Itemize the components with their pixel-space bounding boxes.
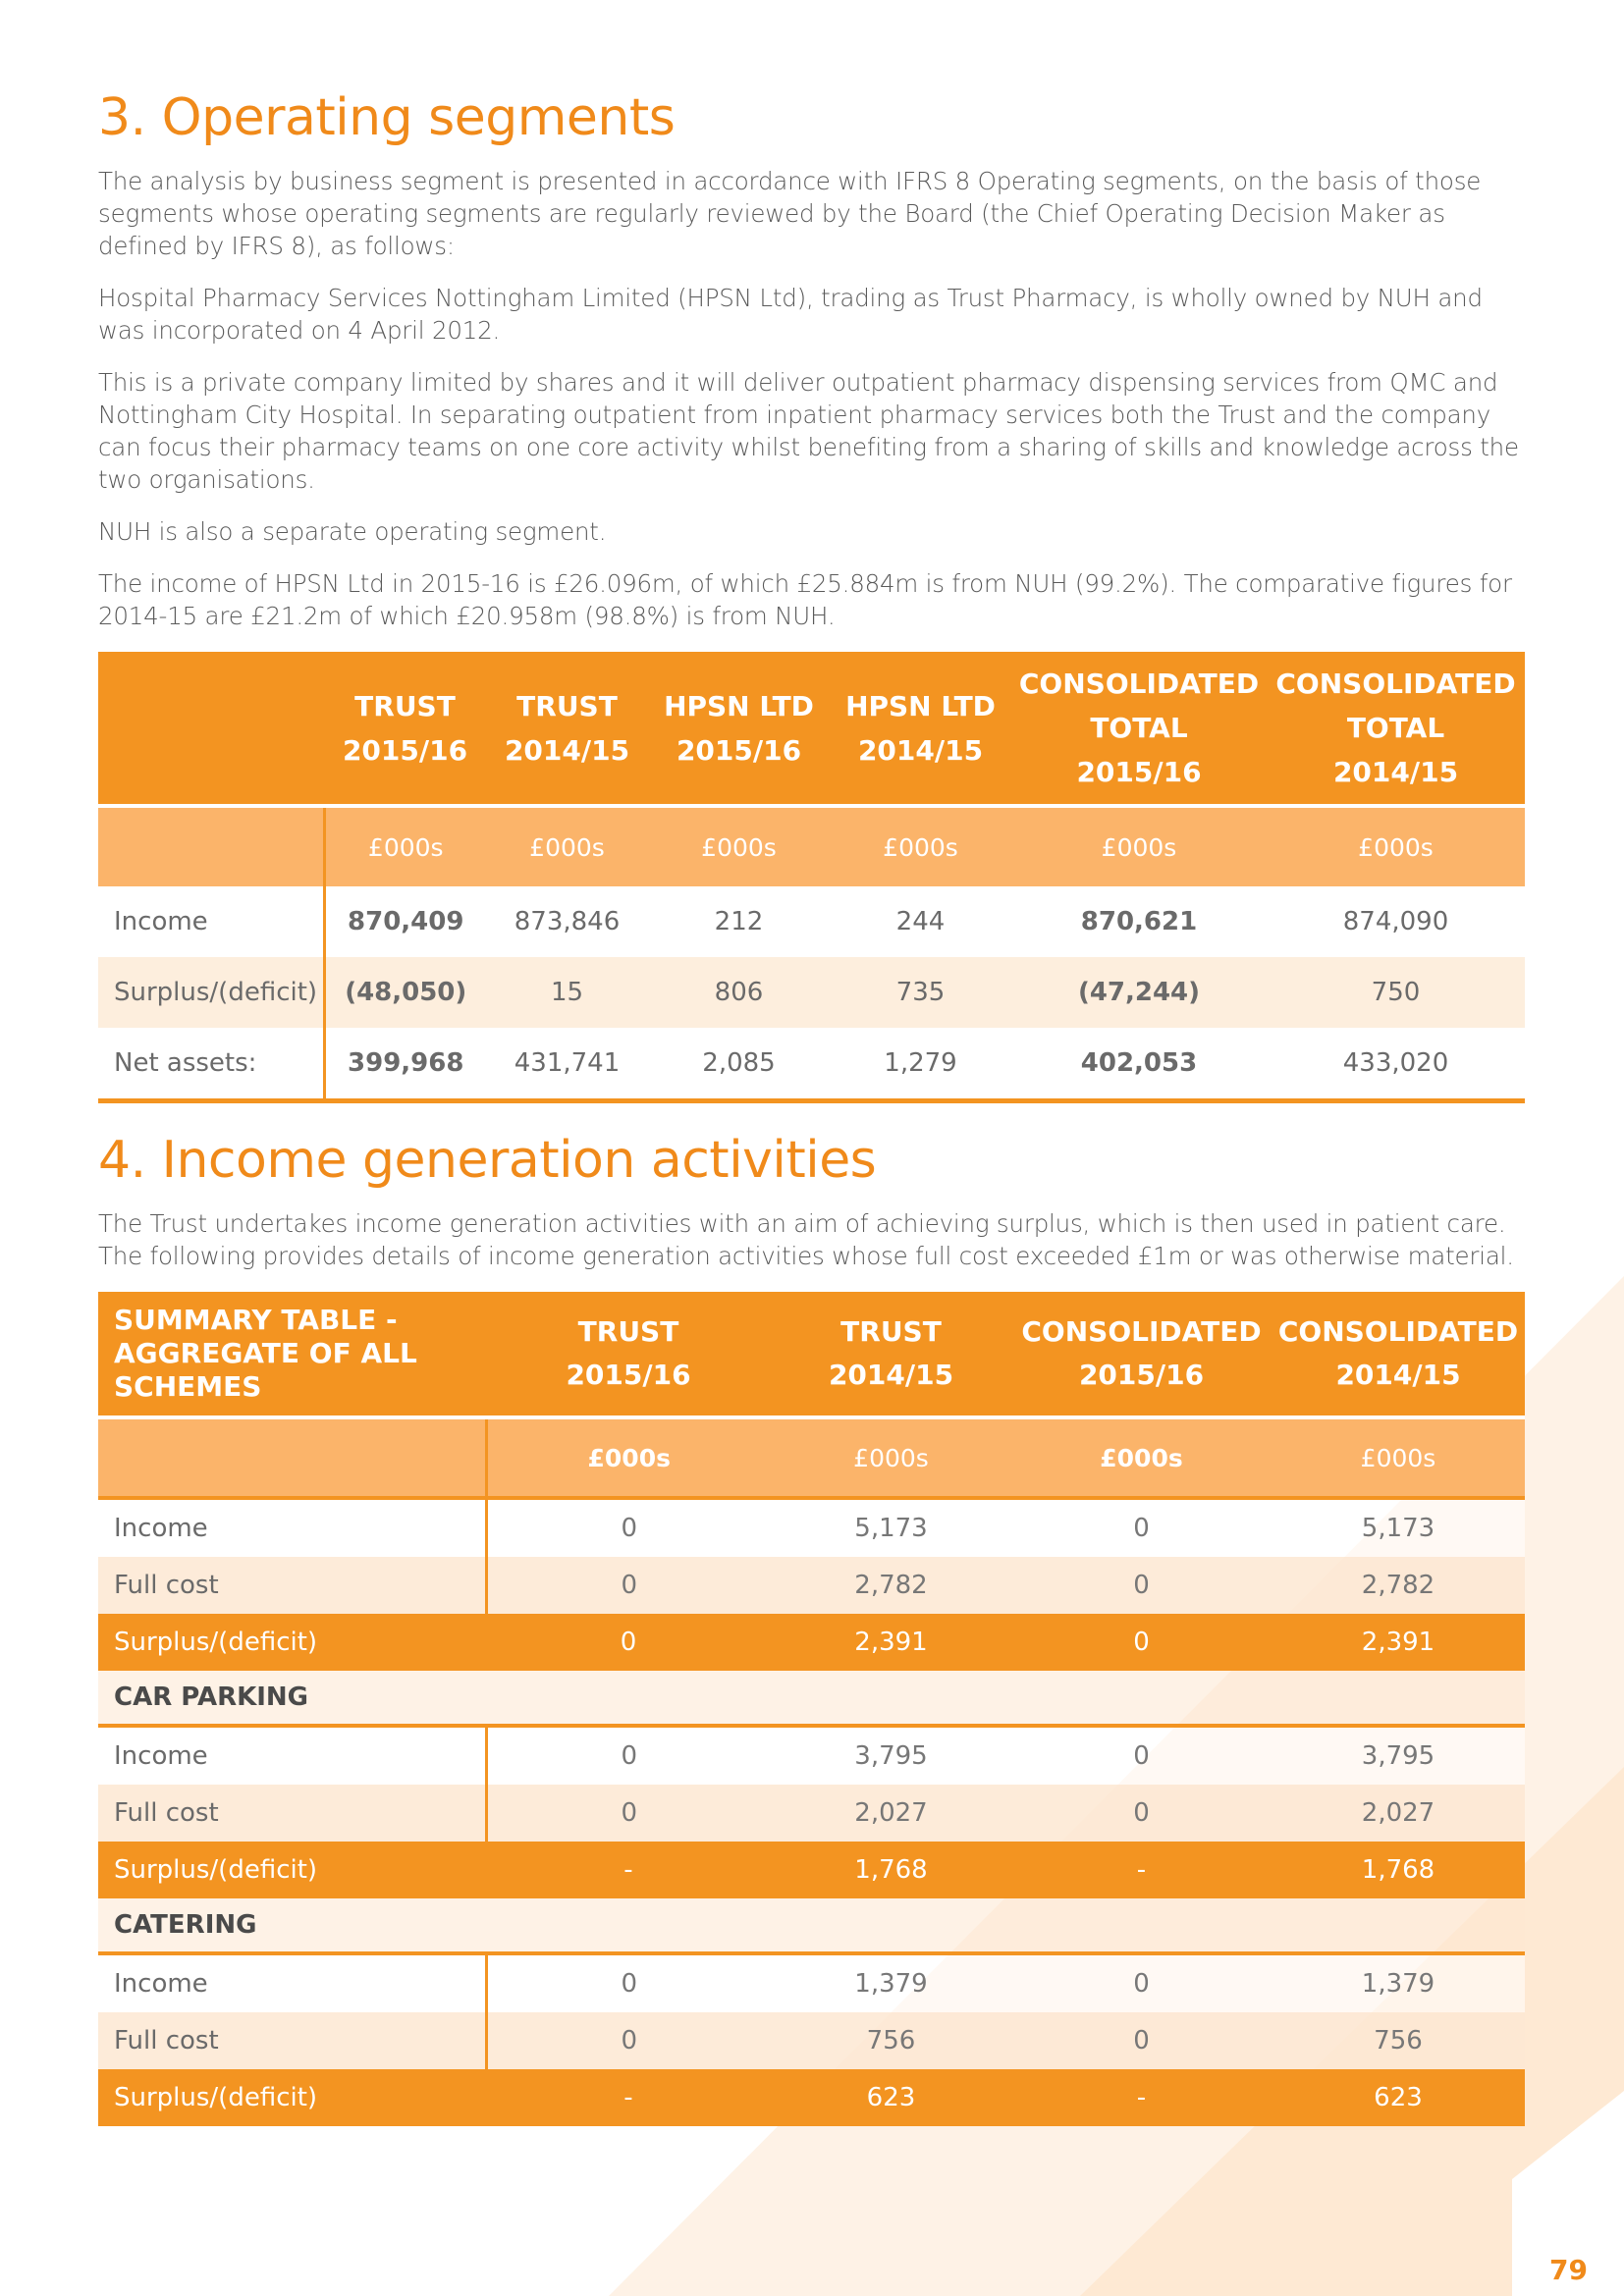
summary-table-label: SUMMARY TABLE - AGGREGATE OF ALL SCHEMES (98, 1292, 486, 1417)
table-cell: 0 (1011, 1557, 1272, 1614)
table-cell: 433,020 (1267, 1028, 1525, 1101)
table-cell: 244 (830, 886, 1011, 957)
table-cell: 873,846 (486, 886, 648, 957)
table-cell: 870,409 (324, 886, 486, 957)
table-cell: 2,085 (648, 1028, 830, 1101)
table-cell: - (1011, 2069, 1272, 2126)
section4-paragraph: The Trust undertakes income generation activities with an aim of achieving surplus, which is then used in patient care. The following provides details of income generation activities whose full cost exceeded £1m or was otherwise material. (98, 1209, 1514, 1270)
corner-cell (98, 652, 324, 806)
column-header: CONSOLIDATED TOTAL 2015/16 (1011, 652, 1267, 806)
table-cell: 2,391 (771, 1614, 1011, 1671)
table-cell: - (486, 1842, 771, 1898)
row-label: Full cost (98, 1557, 486, 1614)
unit-row (98, 1417, 1525, 1498)
table-cell: 750 (1267, 957, 1525, 1028)
table-cell: 0 (1011, 2012, 1272, 2069)
table-cell: - (1011, 1842, 1272, 1898)
row-label: Surplus/(deficit) (98, 2069, 486, 2126)
surplus-row (98, 1842, 1525, 1898)
table-cell: 15 (486, 957, 648, 1028)
section4-title: 4. Income generation activities (98, 1131, 877, 1190)
column-header: TRUST 2015/16 (486, 1292, 771, 1417)
table-cell: 623 (1272, 2069, 1525, 2126)
table-cell: 874,090 (1267, 886, 1525, 957)
page-number: 79 (1549, 2254, 1588, 2286)
table-cell: 0 (1011, 1953, 1272, 2012)
table-cell: (47,244) (1011, 957, 1267, 1028)
section-header-row (98, 1898, 1525, 1953)
table-cell: 5,173 (1272, 1498, 1525, 1557)
table-cell: 0 (486, 1614, 771, 1671)
row-label: Income (98, 1498, 486, 1557)
table-cell: 3,795 (771, 1726, 1011, 1785)
row-label: Surplus/(deficit) (98, 957, 324, 1028)
row-label: Full cost (98, 1785, 486, 1842)
page-content (98, 88, 1526, 2126)
table-cell: 0 (1011, 1726, 1272, 1785)
unit-cell: £000s (830, 806, 1011, 886)
table-cell: 0 (486, 1557, 771, 1614)
table-cell: 870,621 (1011, 886, 1267, 957)
table-row (98, 2012, 1525, 2069)
unit-cell: £000s (648, 806, 830, 886)
unit-cell: £000s (1011, 1417, 1272, 1498)
table-cell: 2,027 (1272, 1785, 1525, 1842)
unit-cell: £000s (1267, 806, 1525, 886)
unit-cell: £000s (486, 806, 648, 886)
row-label: Net assets: (98, 1028, 324, 1101)
table-cell: 1,379 (771, 1953, 1011, 2012)
table-cell: 806 (648, 957, 830, 1028)
table-cell: 735 (830, 957, 1011, 1028)
table-cell: 756 (771, 2012, 1011, 2069)
surplus-row (98, 2069, 1525, 2126)
table-row (98, 1726, 1525, 1785)
table-cell: 1,279 (830, 1028, 1011, 1101)
table-cell: 1,379 (1272, 1953, 1525, 2012)
table-cell: 0 (1011, 1614, 1272, 1671)
column-header: TRUST 2014/15 (486, 652, 648, 806)
table-cell: 0 (486, 2012, 771, 2069)
table-cell: 3,795 (1272, 1726, 1525, 1785)
section3-paragraph: The income of HPSN Ltd in 2015-16 is £26.096m, of which £25.884m is from NUH (99.2%). The comparative figures for 2014-15 are £21.2m of which £20.958m (98.8%) is from NUH. (98, 569, 1512, 630)
table-header-row (98, 652, 1525, 806)
operating-segments-table (98, 652, 1525, 1103)
section-header-row (98, 1671, 1525, 1726)
section3-title: 3. Operating segments (98, 88, 676, 147)
row-label: Income (98, 886, 324, 957)
section3-paragraph: NUH is also a separate operating segment. (98, 517, 607, 546)
table-cell: 0 (486, 1953, 771, 2012)
column-header: CONSOLIDATED 2015/16 (1011, 1292, 1272, 1417)
row-label: Income (98, 1953, 486, 2012)
column-header: HPSN LTD 2015/16 (648, 652, 830, 806)
table-header-row (98, 1292, 1525, 1417)
section-title: CAR PARKING (98, 1671, 1525, 1726)
surplus-row (98, 1614, 1525, 1671)
table-cell: 1,768 (771, 1842, 1011, 1898)
table-cell: 756 (1272, 2012, 1525, 2069)
table-cell: 399,968 (324, 1028, 486, 1101)
table-cell: 2,782 (1272, 1557, 1525, 1614)
column-header: CONSOLIDATED 2014/15 (1272, 1292, 1525, 1417)
table-cell: 0 (486, 1498, 771, 1557)
table-cell: 0 (486, 1785, 771, 1842)
table-cell: - (486, 2069, 771, 2126)
section3-paragraph: The analysis by business segment is presented in accordance with IFRS 8 Operating segments, on the basis of those segments whose operating segments are regularly reviewed by the Board (the Chief Operating Decision Maker as defined by IFRS 8), as follows: (98, 167, 1482, 260)
table-cell: 0 (486, 1726, 771, 1785)
section-title: CATERING (98, 1898, 1525, 1953)
column-header: CONSOLIDATED TOTAL 2014/15 (1267, 652, 1525, 806)
table-cell: 402,053 (1011, 1028, 1267, 1101)
section3-paragraph: Hospital Pharmacy Services Nottingham Limited (HPSN Ltd), trading as Trust Pharmacy, is wholly owned by NUH and was incorporated on 4 April 2012. (98, 284, 1483, 345)
row-label: Surplus/(deficit) (98, 1842, 486, 1898)
section3-paragraph: This is a private company limited by shares and it will deliver outpatient pharmacy dispensing services from QMC and Nottingham City Hospital. In separating outpatient from inpatient pharmacy services both the Trust and the company can focus their pharmacy teams on one core activity whilst benefiting from a sharing of skills and knowledge across the two organisations. (98, 368, 1519, 494)
column-header: TRUST 2014/15 (771, 1292, 1011, 1417)
row-label: Income (98, 1726, 486, 1785)
table-cell: 2,027 (771, 1785, 1011, 1842)
table-row (98, 1028, 1525, 1101)
income-generation-table (98, 1292, 1525, 2126)
unit-cell: £000s (486, 1417, 771, 1498)
table-cell: 0 (1011, 1498, 1272, 1557)
table-cell: 5,173 (771, 1498, 1011, 1557)
unit-cell: £000s (1272, 1417, 1525, 1498)
column-header: HPSN LTD 2014/15 (830, 652, 1011, 806)
table-row (98, 1785, 1525, 1842)
table-row (98, 957, 1525, 1028)
table-row (98, 886, 1525, 957)
table-cell: 212 (648, 886, 830, 957)
table-row (98, 1498, 1525, 1557)
table-cell: 2,391 (1272, 1614, 1525, 1671)
column-header: TRUST 2015/16 (324, 652, 486, 806)
unit-cell: £000s (324, 806, 486, 886)
row-label: Full cost (98, 2012, 486, 2069)
table-cell: 2,782 (771, 1557, 1011, 1614)
table-row (98, 1557, 1525, 1614)
table-cell: 623 (771, 2069, 1011, 2126)
table-row (98, 1953, 1525, 2012)
unit-cell: £000s (1011, 806, 1267, 886)
table-cell: 431,741 (486, 1028, 648, 1101)
table-cell: 1,768 (1272, 1842, 1525, 1898)
unit-row (98, 806, 1525, 886)
table-cell: 0 (1011, 1785, 1272, 1842)
table-cell: (48,050) (324, 957, 486, 1028)
row-label: Surplus/(deficit) (98, 1614, 486, 1671)
unit-cell: £000s (771, 1417, 1011, 1498)
